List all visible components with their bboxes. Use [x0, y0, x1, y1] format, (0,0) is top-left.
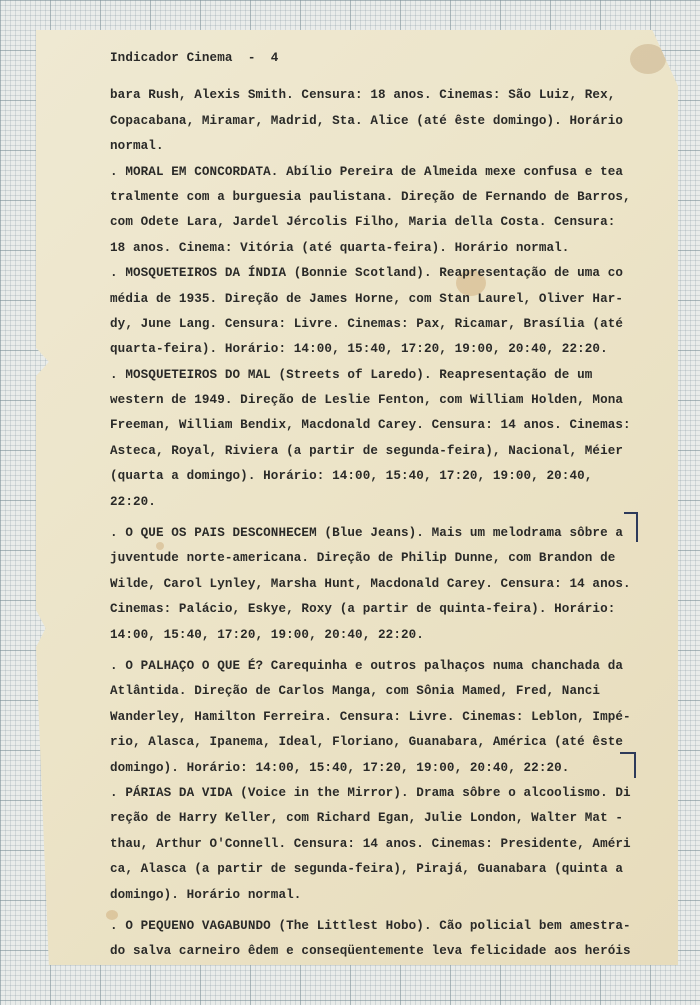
typed-text	[110, 46, 650, 965]
text-line: 14:00, 15:40, 17:20, 19:00, 20:40, 22:20.	[110, 627, 424, 642]
text-line: com Odete Lara, Jardel Jércolis Filho, Maria della Costa. Censura:	[110, 215, 616, 230]
text-line: quarta-feira). Horário: 14:00, 15:40, 17:20, 19:00, 20:40, 22:20.	[110, 342, 608, 357]
text-line: bara Rush, Alexis Smith. Censura: 18 anos. Cinemas: São Luiz, Rex,	[110, 88, 616, 103]
text-line: . MOSQUETEIROS DA ÍNDIA (Bonnie Scotland). Reapresentação de uma co	[110, 266, 624, 281]
text-line: reção de Harry Keller, com Richard Egan, Julie London, Walter Mat -	[110, 811, 624, 826]
text-line: Cinemas: Palácio, Eskye, Roxy (a partir de quinta-feira). Horário:	[110, 602, 616, 617]
text-line: Asteca, Royal, Riviera (a partir de segunda-feira), Nacional, Méier	[110, 443, 624, 458]
text-line: . PÁRIAS DA VIDA (Voice in the Mirror). Drama sôbre o alcoolismo. Di	[110, 785, 631, 800]
text-line: do salva carneiro êdem e conseqüentemente leva felicidade aos heróis	[110, 944, 631, 959]
text-line: western de 1949. Direção de Leslie Fenton, com William Holden, Mona	[110, 393, 624, 408]
text-line: dy, June Lang. Censura: Livre. Cinemas: Pax, Ricamar, Brasília (até	[110, 316, 624, 331]
text-line: 18 anos. Cinema: Vitória (até quarta-feira). Horário normal.	[110, 240, 570, 255]
text-line: Wilde, Carol Lynley, Marsha Hunt, Macdonald Carey. Censura: 14 anos.	[110, 576, 631, 591]
text-line: Copacabana, Miramar, Madrid, Sta. Alice (até êste domingo). Horário	[110, 113, 624, 128]
text-line: juventude norte-americana. Direção de Philip Dunne, com Brandon de	[110, 551, 616, 566]
text-line: ca, Alasca (a partir de segunda-feira), Pirajá, Guanabara (quinta a	[110, 862, 624, 877]
page-header: Indicador Cinema - 4	[110, 51, 279, 65]
text-line: Wanderley, Hamilton Ferreira. Censura: Livre. Cinemas: Leblon, Impé-	[110, 709, 631, 724]
text-line: domingo). Horário: 14:00, 15:40, 17:20, 19:00, 20:40, 22:20.	[110, 760, 570, 775]
text-line: 22:20.	[110, 494, 156, 509]
text-line: normal.	[110, 139, 164, 154]
text-line: . O PALHAÇO O QUE É? Carequinha e outros palhaços numa chanchada da	[110, 658, 624, 673]
text-line: (quarta a domingo). Horário: 14:00, 15:40, 17:20, 19:00, 20:40,	[110, 469, 593, 484]
text-line: . MOSQUETEIROS DO MAL (Streets of Laredo). Reapresentação de um	[110, 367, 593, 382]
text-line: domingo). Horário normal.	[110, 887, 302, 902]
text-line: . O QUE OS PAIS DESCONHECEM (Blue Jeans). Mais um melodrama sôbre a	[110, 526, 624, 541]
text-line: tralmente com a burguesia paulistana. Direção de Fernando de Barros,	[110, 189, 631, 204]
text-line: Atlântida. Direção de Carlos Manga, com Sônia Mamed, Fred, Nanci	[110, 684, 601, 699]
text-line: Freeman, William Bendix, Macdonald Carey. Censura: 14 anos. Cinemas:	[110, 418, 631, 433]
text-line: . O PEQUENO VAGABUNDO (The Littlest Hobo). Cão policial bem amestra-	[110, 918, 631, 933]
bracket-mark	[624, 512, 638, 542]
text-line: média de 1935. Direção de James Horne, com Stan Laurel, Oliver Har-	[110, 291, 624, 306]
text-line: rio, Alasca, Ipanema, Ideal, Floriano, Guanabara, América (até êste	[110, 735, 624, 750]
text-line: . MORAL EM CONCORDATA. Abílio Pereira de Almeida mexe confusa e tea	[110, 164, 624, 179]
text-line: thau, Arthur O'Connell. Censura: 14 anos. Cinemas: Presidente, Améri	[110, 836, 631, 851]
bracket-mark	[620, 752, 636, 778]
